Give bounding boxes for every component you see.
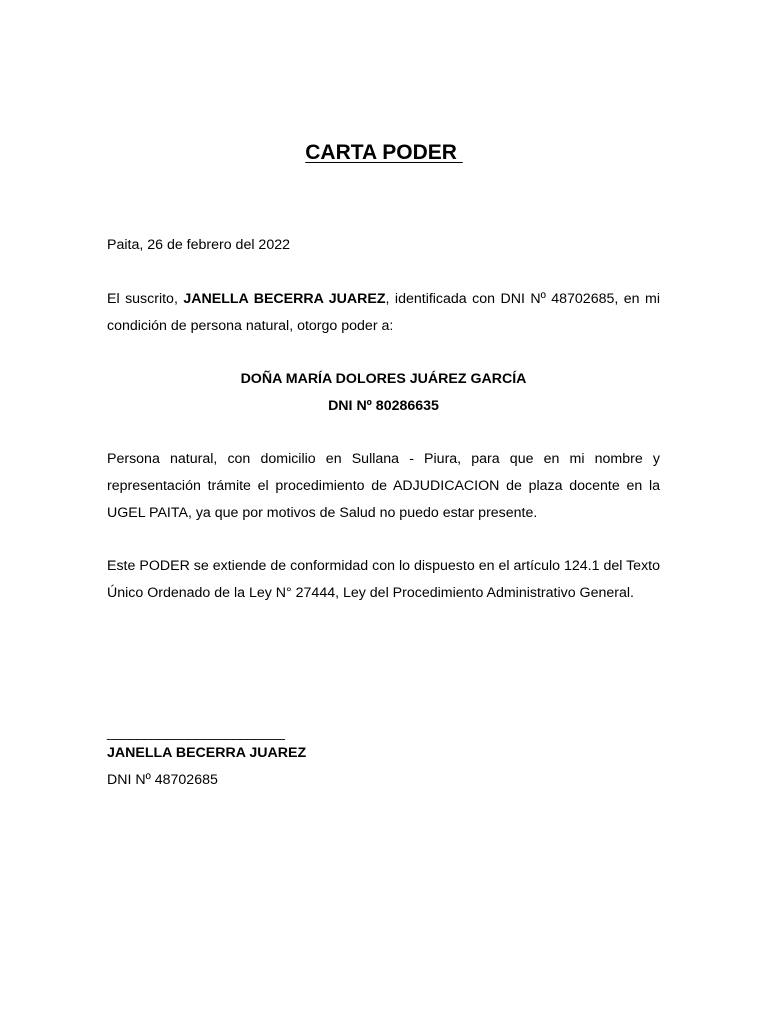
intro-paragraph [107, 286, 660, 340]
appointee-block [107, 366, 660, 420]
grantor-name: JANELLA BECERRA JUAREZ [183, 291, 386, 307]
appointee-name: DOÑA MARÍA DOLORES JUÁREZ GARCÍA [240, 371, 527, 387]
appointee-dni: DNI Nº 80286635 [328, 398, 439, 414]
purpose-paragraph: Persona natural, con domicilio en Sullana - Piura, para que en mi nombre y representación trámite el procedimiento de ADJUDICACION de plaza docente en la UGEL PAITA, ya que por motivos de Salud no puedo estar presente. [107, 451, 660, 521]
intro-prefix: El suscrito, [107, 291, 184, 307]
document-title-text: CARTA PODER [305, 141, 463, 164]
signature-name: JANELLA BECERRA JUAREZ [107, 745, 307, 761]
date-line: Paita, 26 de febrero del 2022 [107, 237, 290, 253]
document-title [0, 140, 768, 166]
legal-basis-paragraph: Este PODER se extiende de conformidad con lo dispuesto en el artículo 124.1 del Texto Único Ordenado de la Ley N° 27444, Ley del Procedimiento Administrativo General. [107, 558, 660, 601]
signature-line: ________________________ [107, 725, 285, 741]
intro-suffix: , identificada con DNI Nº 48702685, en mi condición de persona natural, otorgo poder a: [107, 291, 660, 334]
signature-dni: DNI Nº 48702685 [107, 772, 218, 788]
